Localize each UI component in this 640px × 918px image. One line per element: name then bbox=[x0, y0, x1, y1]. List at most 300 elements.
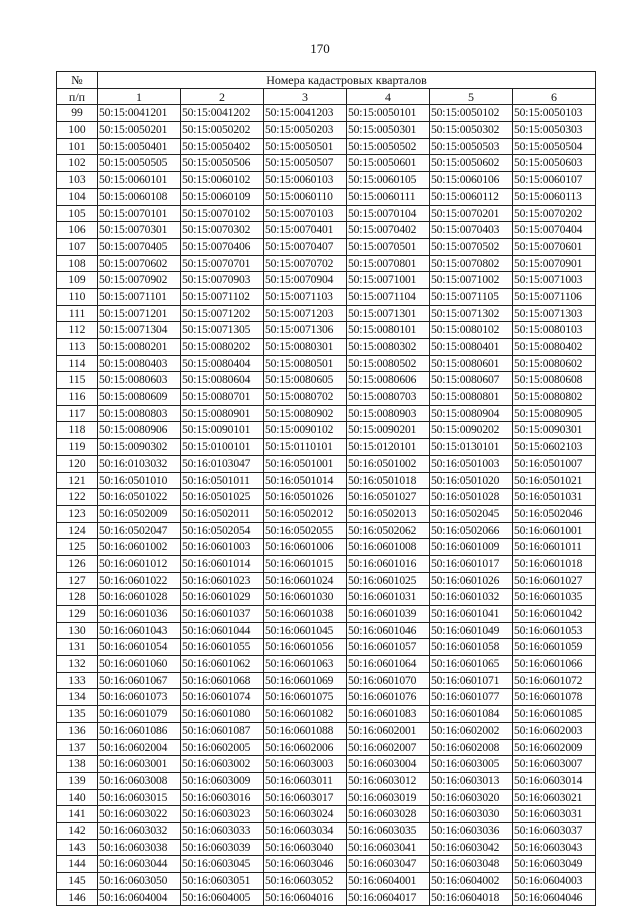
cadastral-number-cell: 50:16:0601084 bbox=[430, 706, 513, 723]
cadastral-number-cell: 50:16:0601045 bbox=[264, 622, 347, 639]
cadastral-number-cell: 50:16:0603033 bbox=[181, 822, 264, 839]
cadastral-number-cell: 50:16:0501010 bbox=[98, 472, 181, 489]
cadastral-number-cell: 50:16:0604003 bbox=[513, 873, 596, 890]
cadastral-number-cell: 50:16:0601078 bbox=[513, 689, 596, 706]
cadastral-number-cell: 50:15:0050601 bbox=[347, 155, 430, 172]
cadastral-number-cell: 50:15:0071304 bbox=[98, 322, 181, 339]
cadastral-number-cell: 50:16:0601085 bbox=[513, 706, 596, 723]
column-header: 1 bbox=[98, 88, 181, 105]
cadastral-number-cell: 50:16:0502045 bbox=[430, 505, 513, 522]
cadastral-number-cell: 50:15:0080608 bbox=[513, 372, 596, 389]
cadastral-number-cell: 50:15:0080403 bbox=[98, 355, 181, 372]
cadastral-number-cell: 50:15:0602103 bbox=[513, 439, 596, 456]
cadastral-number-cell: 50:16:0603028 bbox=[347, 806, 430, 823]
cadastral-number-cell: 50:16:0601030 bbox=[264, 589, 347, 606]
cadastral-number-cell: 50:15:0070407 bbox=[264, 238, 347, 255]
cadastral-number-cell: 50:16:0601001 bbox=[513, 522, 596, 539]
cadastral-number-cell: 50:16:0604017 bbox=[347, 889, 430, 906]
table-row bbox=[57, 389, 596, 406]
cadastral-number-cell: 50:16:0601017 bbox=[430, 555, 513, 572]
cadastral-number-cell: 50:16:0603040 bbox=[264, 839, 347, 856]
table-row bbox=[57, 706, 596, 723]
table-body bbox=[57, 105, 596, 906]
cadastral-number-cell: 50:16:0603001 bbox=[98, 756, 181, 773]
cadastral-number-cell: 50:16:0501031 bbox=[513, 489, 596, 506]
cadastral-number-cell: 50:15:0090101 bbox=[181, 422, 264, 439]
cadastral-number-cell: 50:16:0603036 bbox=[430, 822, 513, 839]
row-number: 115 bbox=[57, 372, 98, 389]
cadastral-number-cell: 50:15:0080302 bbox=[347, 339, 430, 356]
cadastral-number-cell: 50:15:0080609 bbox=[98, 389, 181, 406]
cadastral-number-cell: 50:15:0050503 bbox=[430, 138, 513, 155]
cadastral-number-cell: 50:16:0601025 bbox=[347, 572, 430, 589]
row-number: 110 bbox=[57, 288, 98, 305]
cadastral-number-cell: 50:16:0603037 bbox=[513, 822, 596, 839]
cadastral-number-cell: 50:16:0502009 bbox=[98, 505, 181, 522]
cadastral-number-cell: 50:15:0080604 bbox=[181, 372, 264, 389]
table-row bbox=[57, 589, 596, 606]
row-number: 139 bbox=[57, 772, 98, 789]
cadastral-number-cell: 50:15:0070201 bbox=[430, 205, 513, 222]
cadastral-number-cell: 50:16:0601043 bbox=[98, 622, 181, 639]
table-row bbox=[57, 756, 596, 773]
cadastral-number-cell: 50:16:0604002 bbox=[430, 873, 513, 890]
cadastral-number-cell: 50:16:0602001 bbox=[347, 722, 430, 739]
row-number: 135 bbox=[57, 706, 98, 723]
cadastral-number-cell: 50:16:0601006 bbox=[264, 539, 347, 556]
cadastral-number-cell: 50:16:0501014 bbox=[264, 472, 347, 489]
cadastral-number-cell: 50:16:0501027 bbox=[347, 489, 430, 506]
table-row bbox=[57, 789, 596, 806]
cadastral-number-cell: 50:16:0601075 bbox=[264, 689, 347, 706]
cadastral-number-cell: 50:15:0070702 bbox=[264, 255, 347, 272]
cadastral-number-cell: 50:16:0601082 bbox=[264, 706, 347, 723]
cadastral-number-cell: 50:16:0603014 bbox=[513, 772, 596, 789]
cadastral-number-cell: 50:16:0603051 bbox=[181, 873, 264, 890]
row-number: 124 bbox=[57, 522, 98, 539]
cadastral-number-cell: 50:15:0080202 bbox=[181, 339, 264, 356]
row-number: 117 bbox=[57, 405, 98, 422]
cadastral-number-cell: 50:15:0080801 bbox=[430, 389, 513, 406]
row-number: 108 bbox=[57, 255, 98, 272]
cadastral-number-cell: 50:15:0041203 bbox=[264, 105, 347, 122]
table-row bbox=[57, 122, 596, 139]
cadastral-number-cell: 50:16:0603003 bbox=[264, 756, 347, 773]
cadastral-number-cell: 50:16:0602002 bbox=[430, 722, 513, 739]
cadastral-number-cell: 50:16:0604001 bbox=[347, 873, 430, 890]
cadastral-number-cell: 50:15:0070601 bbox=[513, 238, 596, 255]
cadastral-number-cell: 50:15:0070501 bbox=[347, 238, 430, 255]
table-row bbox=[57, 339, 596, 356]
cadastral-number-cell: 50:15:0080901 bbox=[181, 405, 264, 422]
cadastral-number-cell: 50:16:0601046 bbox=[347, 622, 430, 639]
row-number: 141 bbox=[57, 806, 98, 823]
row-number: 109 bbox=[57, 272, 98, 289]
cadastral-number-cell: 50:16:0603048 bbox=[430, 856, 513, 873]
cadastral-number-cell: 50:15:0060107 bbox=[513, 172, 596, 189]
cadastral-number-cell: 50:16:0601058 bbox=[430, 639, 513, 656]
row-number: 134 bbox=[57, 689, 98, 706]
cadastral-number-cell: 50:16:0603046 bbox=[264, 856, 347, 873]
cadastral-number-cell: 50:16:0601015 bbox=[264, 555, 347, 572]
cadastral-number-cell: 50:16:0601022 bbox=[98, 572, 181, 589]
cadastral-number-cell: 50:15:0080606 bbox=[347, 372, 430, 389]
table-row bbox=[57, 405, 596, 422]
cadastral-number-cell: 50:15:0080301 bbox=[264, 339, 347, 356]
cadastral-number-cell: 50:15:0070101 bbox=[98, 205, 181, 222]
cadastral-number-cell: 50:15:0071302 bbox=[430, 305, 513, 322]
cadastral-number-cell: 50:16:0603019 bbox=[347, 789, 430, 806]
cadastral-number-cell: 50:15:0050101 bbox=[347, 105, 430, 122]
cadastral-number-cell: 50:15:0060105 bbox=[347, 172, 430, 189]
cadastral-number-cell: 50:16:0603031 bbox=[513, 806, 596, 823]
table-row bbox=[57, 839, 596, 856]
cadastral-number-cell: 50:16:0601054 bbox=[98, 639, 181, 656]
cadastral-number-cell: 50:16:0501026 bbox=[264, 489, 347, 506]
cadastral-number-cell: 50:16:0601003 bbox=[181, 539, 264, 556]
cadastral-number-cell: 50:16:0601059 bbox=[513, 639, 596, 656]
column-header: 3 bbox=[264, 88, 347, 105]
cadastral-number-cell: 50:15:0080501 bbox=[264, 355, 347, 372]
cadastral-number-cell: 50:16:0601014 bbox=[181, 555, 264, 572]
cadastral-number-cell: 50:16:0603041 bbox=[347, 839, 430, 856]
cadastral-number-cell: 50:15:0070401 bbox=[264, 222, 347, 239]
table-row bbox=[57, 138, 596, 155]
cadastral-number-cell: 50:16:0501002 bbox=[347, 455, 430, 472]
cadastral-number-cell: 50:15:0080701 bbox=[181, 389, 264, 406]
cadastral-number-cell: 50:16:0601055 bbox=[181, 639, 264, 656]
cadastral-number-cell: 50:15:0090302 bbox=[98, 439, 181, 456]
cadastral-number-cell: 50:16:0601065 bbox=[430, 656, 513, 673]
cadastral-number-cell: 50:15:0071105 bbox=[430, 288, 513, 305]
cadastral-number-cell: 50:16:0103047 bbox=[181, 455, 264, 472]
cadastral-number-cell: 50:15:0071301 bbox=[347, 305, 430, 322]
table-row bbox=[57, 455, 596, 472]
cadastral-number-cell: 50:15:0080603 bbox=[98, 372, 181, 389]
cadastral-number-cell: 50:16:0601073 bbox=[98, 689, 181, 706]
cadastral-number-cell: 50:16:0602007 bbox=[347, 739, 430, 756]
table-row bbox=[57, 873, 596, 890]
cadastral-number-cell: 50:16:0501011 bbox=[181, 472, 264, 489]
cadastral-number-cell: 50:16:0501020 bbox=[430, 472, 513, 489]
cadastral-number-cell: 50:16:0601036 bbox=[98, 606, 181, 623]
table-row bbox=[57, 422, 596, 439]
cadastral-number-cell: 50:15:0050103 bbox=[513, 105, 596, 122]
cadastral-number-cell: 50:16:0502062 bbox=[347, 522, 430, 539]
cadastral-number-cell: 50:15:0080101 bbox=[347, 322, 430, 339]
table-row bbox=[57, 188, 596, 205]
cadastral-number-cell: 50:15:0080906 bbox=[98, 422, 181, 439]
cadastral-number-cell: 50:16:0602004 bbox=[98, 739, 181, 756]
cadastral-number-cell: 50:16:0603034 bbox=[264, 822, 347, 839]
row-number: 127 bbox=[57, 572, 98, 589]
cadastral-number-cell: 50:15:0050506 bbox=[181, 155, 264, 172]
table-row bbox=[57, 622, 596, 639]
row-number: 130 bbox=[57, 622, 98, 639]
cadastral-number-cell: 50:16:0603044 bbox=[98, 856, 181, 873]
cadastral-number-cell: 50:16:0501003 bbox=[430, 455, 513, 472]
cadastral-number-cell: 50:16:0601031 bbox=[347, 589, 430, 606]
row-number: 133 bbox=[57, 672, 98, 689]
table-row bbox=[57, 288, 596, 305]
cadastral-number-cell: 50:16:0601076 bbox=[347, 689, 430, 706]
table-row bbox=[57, 105, 596, 122]
cadastral-number-cell: 50:16:0601024 bbox=[264, 572, 347, 589]
cadastral-number-cell: 50:16:0601009 bbox=[430, 539, 513, 556]
row-number: 105 bbox=[57, 205, 98, 222]
cadastral-number-cell: 50:16:0502047 bbox=[98, 522, 181, 539]
table-row bbox=[57, 255, 596, 272]
row-number: 137 bbox=[57, 739, 98, 756]
cadastral-number-cell: 50:16:0603013 bbox=[430, 772, 513, 789]
cadastral-number-cell: 50:15:0070902 bbox=[98, 272, 181, 289]
row-number: 143 bbox=[57, 839, 98, 856]
cadastral-number-cell: 50:15:0071104 bbox=[347, 288, 430, 305]
cadastral-number-cell: 50:16:0502011 bbox=[181, 505, 264, 522]
cadastral-quarters-table bbox=[56, 71, 596, 906]
table-row bbox=[57, 505, 596, 522]
cadastral-number-cell: 50:16:0601064 bbox=[347, 656, 430, 673]
cadastral-number-cell: 50:15:0071106 bbox=[513, 288, 596, 305]
row-number: 102 bbox=[57, 155, 98, 172]
cadastral-number-cell: 50:15:0090102 bbox=[264, 422, 347, 439]
cadastral-number-cell: 50:16:0501007 bbox=[513, 455, 596, 472]
cadastral-number-cell: 50:15:0060111 bbox=[347, 188, 430, 205]
cadastral-number-cell: 50:16:0601044 bbox=[181, 622, 264, 639]
cadastral-number-cell: 50:15:0071101 bbox=[98, 288, 181, 305]
cadastral-number-cell: 50:15:0080903 bbox=[347, 405, 430, 422]
cadastral-number-cell: 50:15:0071003 bbox=[513, 272, 596, 289]
cadastral-number-cell: 50:16:0603017 bbox=[264, 789, 347, 806]
row-number: 100 bbox=[57, 122, 98, 139]
cadastral-number-cell: 50:15:0080703 bbox=[347, 389, 430, 406]
cadastral-number-cell: 50:16:0601087 bbox=[181, 722, 264, 739]
row-number: 142 bbox=[57, 822, 98, 839]
cadastral-number-cell: 50:16:0603012 bbox=[347, 772, 430, 789]
row-number: 106 bbox=[57, 222, 98, 239]
row-number: 146 bbox=[57, 889, 98, 906]
cadastral-number-cell: 50:16:0502013 bbox=[347, 505, 430, 522]
cadastral-number-cell: 50:15:0050505 bbox=[98, 155, 181, 172]
cadastral-number-cell: 50:16:0602003 bbox=[513, 722, 596, 739]
table-row bbox=[57, 238, 596, 255]
cadastral-number-cell: 50:15:0060102 bbox=[181, 172, 264, 189]
cadastral-number-cell: 50:15:0080702 bbox=[264, 389, 347, 406]
cadastral-number-cell: 50:16:0103032 bbox=[98, 455, 181, 472]
table-row bbox=[57, 472, 596, 489]
table-row bbox=[57, 222, 596, 239]
row-number: 116 bbox=[57, 389, 98, 406]
cadastral-number-cell: 50:16:0604005 bbox=[181, 889, 264, 906]
table-row bbox=[57, 572, 596, 589]
num-header-top: № bbox=[57, 72, 98, 89]
table-header bbox=[57, 72, 596, 105]
cadastral-number-cell: 50:15:0050507 bbox=[264, 155, 347, 172]
cadastral-number-cell: 50:15:0060110 bbox=[264, 188, 347, 205]
row-number: 129 bbox=[57, 606, 98, 623]
row-number: 111 bbox=[57, 305, 98, 322]
table-title: Номера кадастровых кварталов bbox=[98, 72, 596, 89]
cadastral-number-cell: 50:16:0603045 bbox=[181, 856, 264, 873]
table-row bbox=[57, 889, 596, 906]
cadastral-number-cell: 50:15:0071001 bbox=[347, 272, 430, 289]
cadastral-number-cell: 50:15:0071103 bbox=[264, 288, 347, 305]
table-row bbox=[57, 822, 596, 839]
table-row bbox=[57, 856, 596, 873]
cadastral-number-cell: 50:16:0601023 bbox=[181, 572, 264, 589]
row-number: 144 bbox=[57, 856, 98, 873]
cadastral-number-cell: 50:16:0601041 bbox=[430, 606, 513, 623]
cadastral-number-cell: 50:15:0070404 bbox=[513, 222, 596, 239]
table-row bbox=[57, 672, 596, 689]
cadastral-number-cell: 50:16:0502066 bbox=[430, 522, 513, 539]
cadastral-number-cell: 50:15:0050502 bbox=[347, 138, 430, 155]
row-number: 104 bbox=[57, 188, 98, 205]
cadastral-number-cell: 50:15:0050202 bbox=[181, 122, 264, 139]
cadastral-number-cell: 50:16:0603042 bbox=[430, 839, 513, 856]
column-header: 6 bbox=[513, 88, 596, 105]
cadastral-number-cell: 50:16:0602006 bbox=[264, 739, 347, 756]
cadastral-number-cell: 50:15:0090301 bbox=[513, 422, 596, 439]
cadastral-number-cell: 50:16:0501001 bbox=[264, 455, 347, 472]
cadastral-number-cell: 50:15:0080802 bbox=[513, 389, 596, 406]
cadastral-number-cell: 50:15:0080904 bbox=[430, 405, 513, 422]
cadastral-number-cell: 50:16:0603002 bbox=[181, 756, 264, 773]
column-header: 4 bbox=[347, 88, 430, 105]
cadastral-number-cell: 50:16:0601067 bbox=[98, 672, 181, 689]
cadastral-number-cell: 50:15:0060106 bbox=[430, 172, 513, 189]
cadastral-number-cell: 50:15:0041201 bbox=[98, 105, 181, 122]
cadastral-number-cell: 50:15:0070301 bbox=[98, 222, 181, 239]
cadastral-number-cell: 50:16:0603030 bbox=[430, 806, 513, 823]
cadastral-number-cell: 50:16:0603009 bbox=[181, 772, 264, 789]
cadastral-number-cell: 50:15:0050402 bbox=[181, 138, 264, 155]
cadastral-number-cell: 50:15:0070102 bbox=[181, 205, 264, 222]
cadastral-number-cell: 50:16:0601011 bbox=[513, 539, 596, 556]
cadastral-number-cell: 50:15:0070405 bbox=[98, 238, 181, 255]
cadastral-number-cell: 50:16:0601060 bbox=[98, 656, 181, 673]
cadastral-number-cell: 50:15:0060103 bbox=[264, 172, 347, 189]
cadastral-number-cell: 50:15:0071102 bbox=[181, 288, 264, 305]
cadastral-number-cell: 50:16:0602009 bbox=[513, 739, 596, 756]
cadastral-number-cell: 50:15:0041202 bbox=[181, 105, 264, 122]
cadastral-number-cell: 50:16:0601068 bbox=[181, 672, 264, 689]
cadastral-number-cell: 50:15:0050401 bbox=[98, 138, 181, 155]
cadastral-number-cell: 50:16:0603007 bbox=[513, 756, 596, 773]
cadastral-number-cell: 50:16:0601062 bbox=[181, 656, 264, 673]
cadastral-number-cell: 50:15:0080605 bbox=[264, 372, 347, 389]
num-header-bottom: п/п bbox=[57, 88, 98, 105]
cadastral-number-cell: 50:16:0501022 bbox=[98, 489, 181, 506]
cadastral-number-cell: 50:16:0502054 bbox=[181, 522, 264, 539]
table-row bbox=[57, 355, 596, 372]
row-number: 122 bbox=[57, 489, 98, 506]
cadastral-number-cell: 50:15:0050203 bbox=[264, 122, 347, 139]
cadastral-number-cell: 50:16:0603011 bbox=[264, 772, 347, 789]
cadastral-number-cell: 50:16:0601018 bbox=[513, 555, 596, 572]
row-number: 145 bbox=[57, 873, 98, 890]
cadastral-number-cell: 50:16:0601088 bbox=[264, 722, 347, 739]
table-row bbox=[57, 555, 596, 572]
cadastral-number-cell: 50:16:0601038 bbox=[264, 606, 347, 623]
cadastral-number-cell: 50:16:0603050 bbox=[98, 873, 181, 890]
row-number: 131 bbox=[57, 639, 98, 656]
cadastral-number-cell: 50:16:0601049 bbox=[430, 622, 513, 639]
cadastral-number-cell: 50:15:0070602 bbox=[98, 255, 181, 272]
cadastral-number-cell: 50:16:0603016 bbox=[181, 789, 264, 806]
row-number: 136 bbox=[57, 722, 98, 739]
cadastral-number-cell: 50:16:0601032 bbox=[430, 589, 513, 606]
cadastral-number-cell: 50:16:0601035 bbox=[513, 589, 596, 606]
cadastral-number-cell: 50:16:0501021 bbox=[513, 472, 596, 489]
cadastral-number-cell: 50:16:0601072 bbox=[513, 672, 596, 689]
table-row bbox=[57, 656, 596, 673]
cadastral-number-cell: 50:16:0601070 bbox=[347, 672, 430, 689]
cadastral-number-cell: 50:15:0080502 bbox=[347, 355, 430, 372]
table-row bbox=[57, 489, 596, 506]
table-row bbox=[57, 305, 596, 322]
cadastral-number-cell: 50:16:0601037 bbox=[181, 606, 264, 623]
cadastral-number-cell: 50:16:0601063 bbox=[264, 656, 347, 673]
cadastral-number-cell: 50:16:0601056 bbox=[264, 639, 347, 656]
cadastral-number-cell: 50:15:0071306 bbox=[264, 322, 347, 339]
row-number: 114 bbox=[57, 355, 98, 372]
cadastral-number-cell: 50:16:0601069 bbox=[264, 672, 347, 689]
cadastral-number-cell: 50:15:0070202 bbox=[513, 205, 596, 222]
cadastral-number-cell: 50:15:0080404 bbox=[181, 355, 264, 372]
cadastral-number-cell: 50:16:0603047 bbox=[347, 856, 430, 873]
cadastral-number-cell: 50:16:0603043 bbox=[513, 839, 596, 856]
cadastral-number-cell: 50:16:0603035 bbox=[347, 822, 430, 839]
cadastral-number-cell: 50:15:0070502 bbox=[430, 238, 513, 255]
cadastral-number-cell: 50:15:0080902 bbox=[264, 405, 347, 422]
cadastral-number-cell: 50:16:0603024 bbox=[264, 806, 347, 823]
cadastral-number-cell: 50:16:0601057 bbox=[347, 639, 430, 656]
page-number: 170 bbox=[310, 41, 330, 56]
row-number: 128 bbox=[57, 589, 98, 606]
table-row bbox=[57, 272, 596, 289]
cadastral-number-cell: 50:16:0601016 bbox=[347, 555, 430, 572]
cadastral-number-cell: 50:16:0603015 bbox=[98, 789, 181, 806]
cadastral-number-cell: 50:15:0070403 bbox=[430, 222, 513, 239]
cadastral-number-cell: 50:15:0070701 bbox=[181, 255, 264, 272]
cadastral-number-cell: 50:16:0603004 bbox=[347, 756, 430, 773]
table-row bbox=[57, 155, 596, 172]
cadastral-number-cell: 50:16:0502012 bbox=[264, 505, 347, 522]
cadastral-number-cell: 50:16:0601026 bbox=[430, 572, 513, 589]
row-number: 107 bbox=[57, 238, 98, 255]
cadastral-number-cell: 50:15:0071201 bbox=[98, 305, 181, 322]
cadastral-number-cell: 50:16:0601008 bbox=[347, 539, 430, 556]
cadastral-number-cell: 50:16:0603039 bbox=[181, 839, 264, 856]
row-number: 119 bbox=[57, 439, 98, 456]
cadastral-number-cell: 50:16:0603052 bbox=[264, 873, 347, 890]
row-number: 123 bbox=[57, 505, 98, 522]
cadastral-number-cell: 50:15:0090202 bbox=[430, 422, 513, 439]
cadastral-number-cell: 50:16:0603022 bbox=[98, 806, 181, 823]
cadastral-number-cell: 50:16:0603008 bbox=[98, 772, 181, 789]
cadastral-number-cell: 50:15:0080602 bbox=[513, 355, 596, 372]
cadastral-number-cell: 50:16:0604018 bbox=[430, 889, 513, 906]
cadastral-number-cell: 50:16:0601002 bbox=[98, 539, 181, 556]
cadastral-number-cell: 50:16:0601028 bbox=[98, 589, 181, 606]
cadastral-number-cell: 50:16:0601080 bbox=[181, 706, 264, 723]
row-number: 101 bbox=[57, 138, 98, 155]
cadastral-number-cell: 50:15:0080905 bbox=[513, 405, 596, 422]
table-row bbox=[57, 172, 596, 189]
cadastral-number-cell: 50:16:0601066 bbox=[513, 656, 596, 673]
table-row bbox=[57, 322, 596, 339]
